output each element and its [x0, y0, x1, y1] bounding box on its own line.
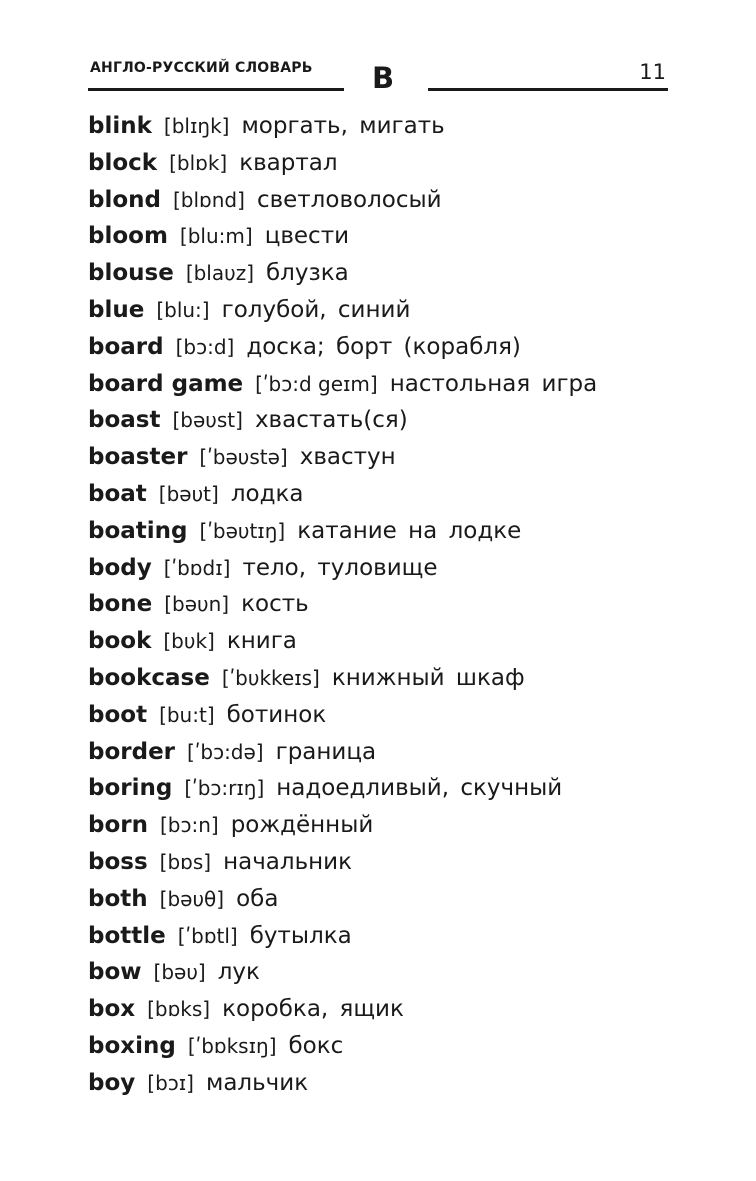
entry-word: block [88, 149, 158, 176]
entry-translation: цвести [264, 223, 350, 250]
entry-transcription: [ʹbɔ:rɪŋ] [184, 776, 265, 801]
entry-translation: хвастун [299, 444, 396, 471]
entry-transcription: [bυk] [163, 629, 215, 654]
entry-word: blouse [88, 260, 174, 287]
entry-transcription: [ʹbɒtl] [177, 923, 238, 948]
entry-word: bow [88, 959, 142, 986]
dictionary-entry [88, 697, 597, 734]
entry-translation: катание на лодке [297, 517, 522, 544]
entry-translation: книга [226, 628, 297, 655]
book-title: АНГЛО-РУССКИЙ СЛОВАРЬ [90, 60, 313, 76]
dictionary-entry [88, 807, 597, 844]
entry-translation: кость [241, 591, 309, 618]
dictionary-entry [88, 1028, 597, 1065]
entry-word: blink [88, 113, 152, 139]
dictionary-entry [88, 108, 597, 145]
entry-transcription: [blaυz] [185, 261, 254, 286]
entry-word: boxing [88, 1032, 176, 1059]
entry-translation: тело, туловище [242, 554, 438, 581]
section-letter: B [372, 61, 395, 95]
entry-translation: доска; борт (корабля) [246, 333, 521, 360]
entry-transcription: [bɒks] [147, 997, 211, 1022]
dictionary-entry [88, 734, 597, 771]
entry-word: blond [88, 186, 161, 213]
entry-transcription: [ʹbəυtɪŋ] [199, 518, 286, 543]
entry-translation: лодка [230, 480, 304, 507]
entry-translation: оба [236, 885, 279, 912]
entry-translation: квартал [239, 149, 338, 176]
dictionary-entry [88, 1065, 597, 1102]
entry-word: bone [88, 591, 153, 618]
dictionary-entry [88, 182, 597, 219]
dictionary-entry [88, 991, 597, 1028]
entry-translation: настольная игра [389, 370, 598, 397]
dictionary-entry [88, 660, 597, 697]
entry-translation: голубой, синий [221, 296, 411, 323]
entry-word: boast [88, 407, 161, 434]
dictionary-entry [88, 844, 597, 881]
dictionary-entry [88, 292, 597, 329]
entry-translation: начальник [223, 848, 353, 875]
dictionary-entry [88, 439, 597, 476]
entry-word: border [88, 738, 176, 765]
entry-word: bottle [88, 922, 166, 949]
entry-translation: бутылка [249, 922, 352, 949]
entry-transcription: [bɔɪ] [147, 1070, 194, 1095]
entry-transcription: [bɒs] [159, 849, 212, 874]
entry-word: body [88, 554, 152, 581]
entry-word: board [88, 333, 164, 360]
dictionary-entry [88, 513, 597, 550]
entry-transcription: [ʹbɔ:də] [187, 739, 264, 764]
entry-word: boat [88, 480, 147, 507]
entry-transcription: [blɪŋk] [163, 114, 230, 138]
dictionary-entries [88, 108, 597, 1102]
entry-word: boot [88, 701, 148, 728]
page-header [0, 0, 756, 110]
dictionary-entry [88, 881, 597, 918]
dictionary-entry [88, 586, 597, 623]
dictionary-entry [88, 145, 597, 182]
entry-translation: ботинок [226, 701, 327, 728]
entry-translation: хвастать(ся) [254, 407, 408, 434]
dictionary-entry [88, 255, 597, 292]
entry-translation: надоедливый, скучный [276, 775, 563, 802]
entry-word: boy [88, 1069, 136, 1096]
entry-word: boaster [88, 444, 188, 471]
entry-transcription: [blu:m] [179, 224, 253, 249]
entry-transcription: [bəυst] [172, 408, 243, 433]
entry-word: box [88, 996, 136, 1023]
entry-translation: блузка [266, 260, 349, 287]
entry-transcription: [ʹbəυstə] [199, 445, 288, 470]
dictionary-entry [88, 402, 597, 439]
entry-transcription: [ʹbɔ:d geɪm] [255, 371, 378, 396]
entry-word: boss [88, 848, 148, 875]
entry-translation: бокс [288, 1032, 344, 1059]
header-rule-right [428, 88, 668, 91]
entry-translation: мальчик [205, 1069, 309, 1096]
entry-transcription: [bəυ] [153, 960, 206, 985]
entry-word: book [88, 628, 152, 655]
entry-transcription: [blɒk] [169, 150, 228, 175]
entry-transcription: [ʹbɒdɪ] [163, 555, 231, 580]
entry-word: boring [88, 775, 173, 802]
dictionary-entry [88, 623, 597, 660]
entry-word: both [88, 885, 148, 912]
dictionary-entry [88, 366, 597, 403]
entry-transcription: [bɔ:n] [159, 813, 219, 838]
entry-transcription: [bəυθ] [159, 886, 225, 911]
entry-word: boating [88, 517, 188, 544]
dictionary-entry [88, 476, 597, 513]
entry-translation: светловолосый [256, 186, 442, 213]
entry-translation: книжный шкаф [331, 664, 525, 691]
dictionary-entry [88, 918, 597, 955]
entry-transcription: [bəυt] [158, 481, 219, 506]
entry-word: bookcase [88, 664, 210, 691]
entry-translation: граница [275, 738, 377, 765]
entry-transcription: [bəυn] [164, 592, 230, 617]
entry-word: born [88, 812, 148, 839]
page-number: 11 [639, 60, 666, 84]
dictionary-entry [88, 770, 597, 807]
entry-translation: коробка, ящик [222, 996, 404, 1023]
entry-word: board game [88, 370, 244, 397]
header-rule-left [88, 88, 344, 91]
entry-translation: рождённый [230, 812, 374, 839]
entry-word: blue [88, 296, 145, 323]
dictionary-entry [88, 218, 597, 255]
entry-transcription: [ʹbɒksɪŋ] [187, 1033, 277, 1058]
dictionary-entry [88, 954, 597, 991]
entry-word: bloom [88, 223, 168, 250]
dictionary-entry [88, 550, 597, 587]
dictionary-entry [88, 329, 597, 366]
entry-transcription: [ʹbυkkeɪs] [221, 665, 320, 690]
entry-transcription: [bu:t] [159, 702, 215, 727]
entry-transcription: [bɔ:d] [175, 334, 235, 359]
entry-transcription: [blɒnd] [173, 187, 245, 212]
entry-translation: моргать, мигать [241, 113, 445, 139]
entry-transcription: [blu:] [156, 297, 210, 322]
entry-translation: лук [217, 959, 260, 986]
